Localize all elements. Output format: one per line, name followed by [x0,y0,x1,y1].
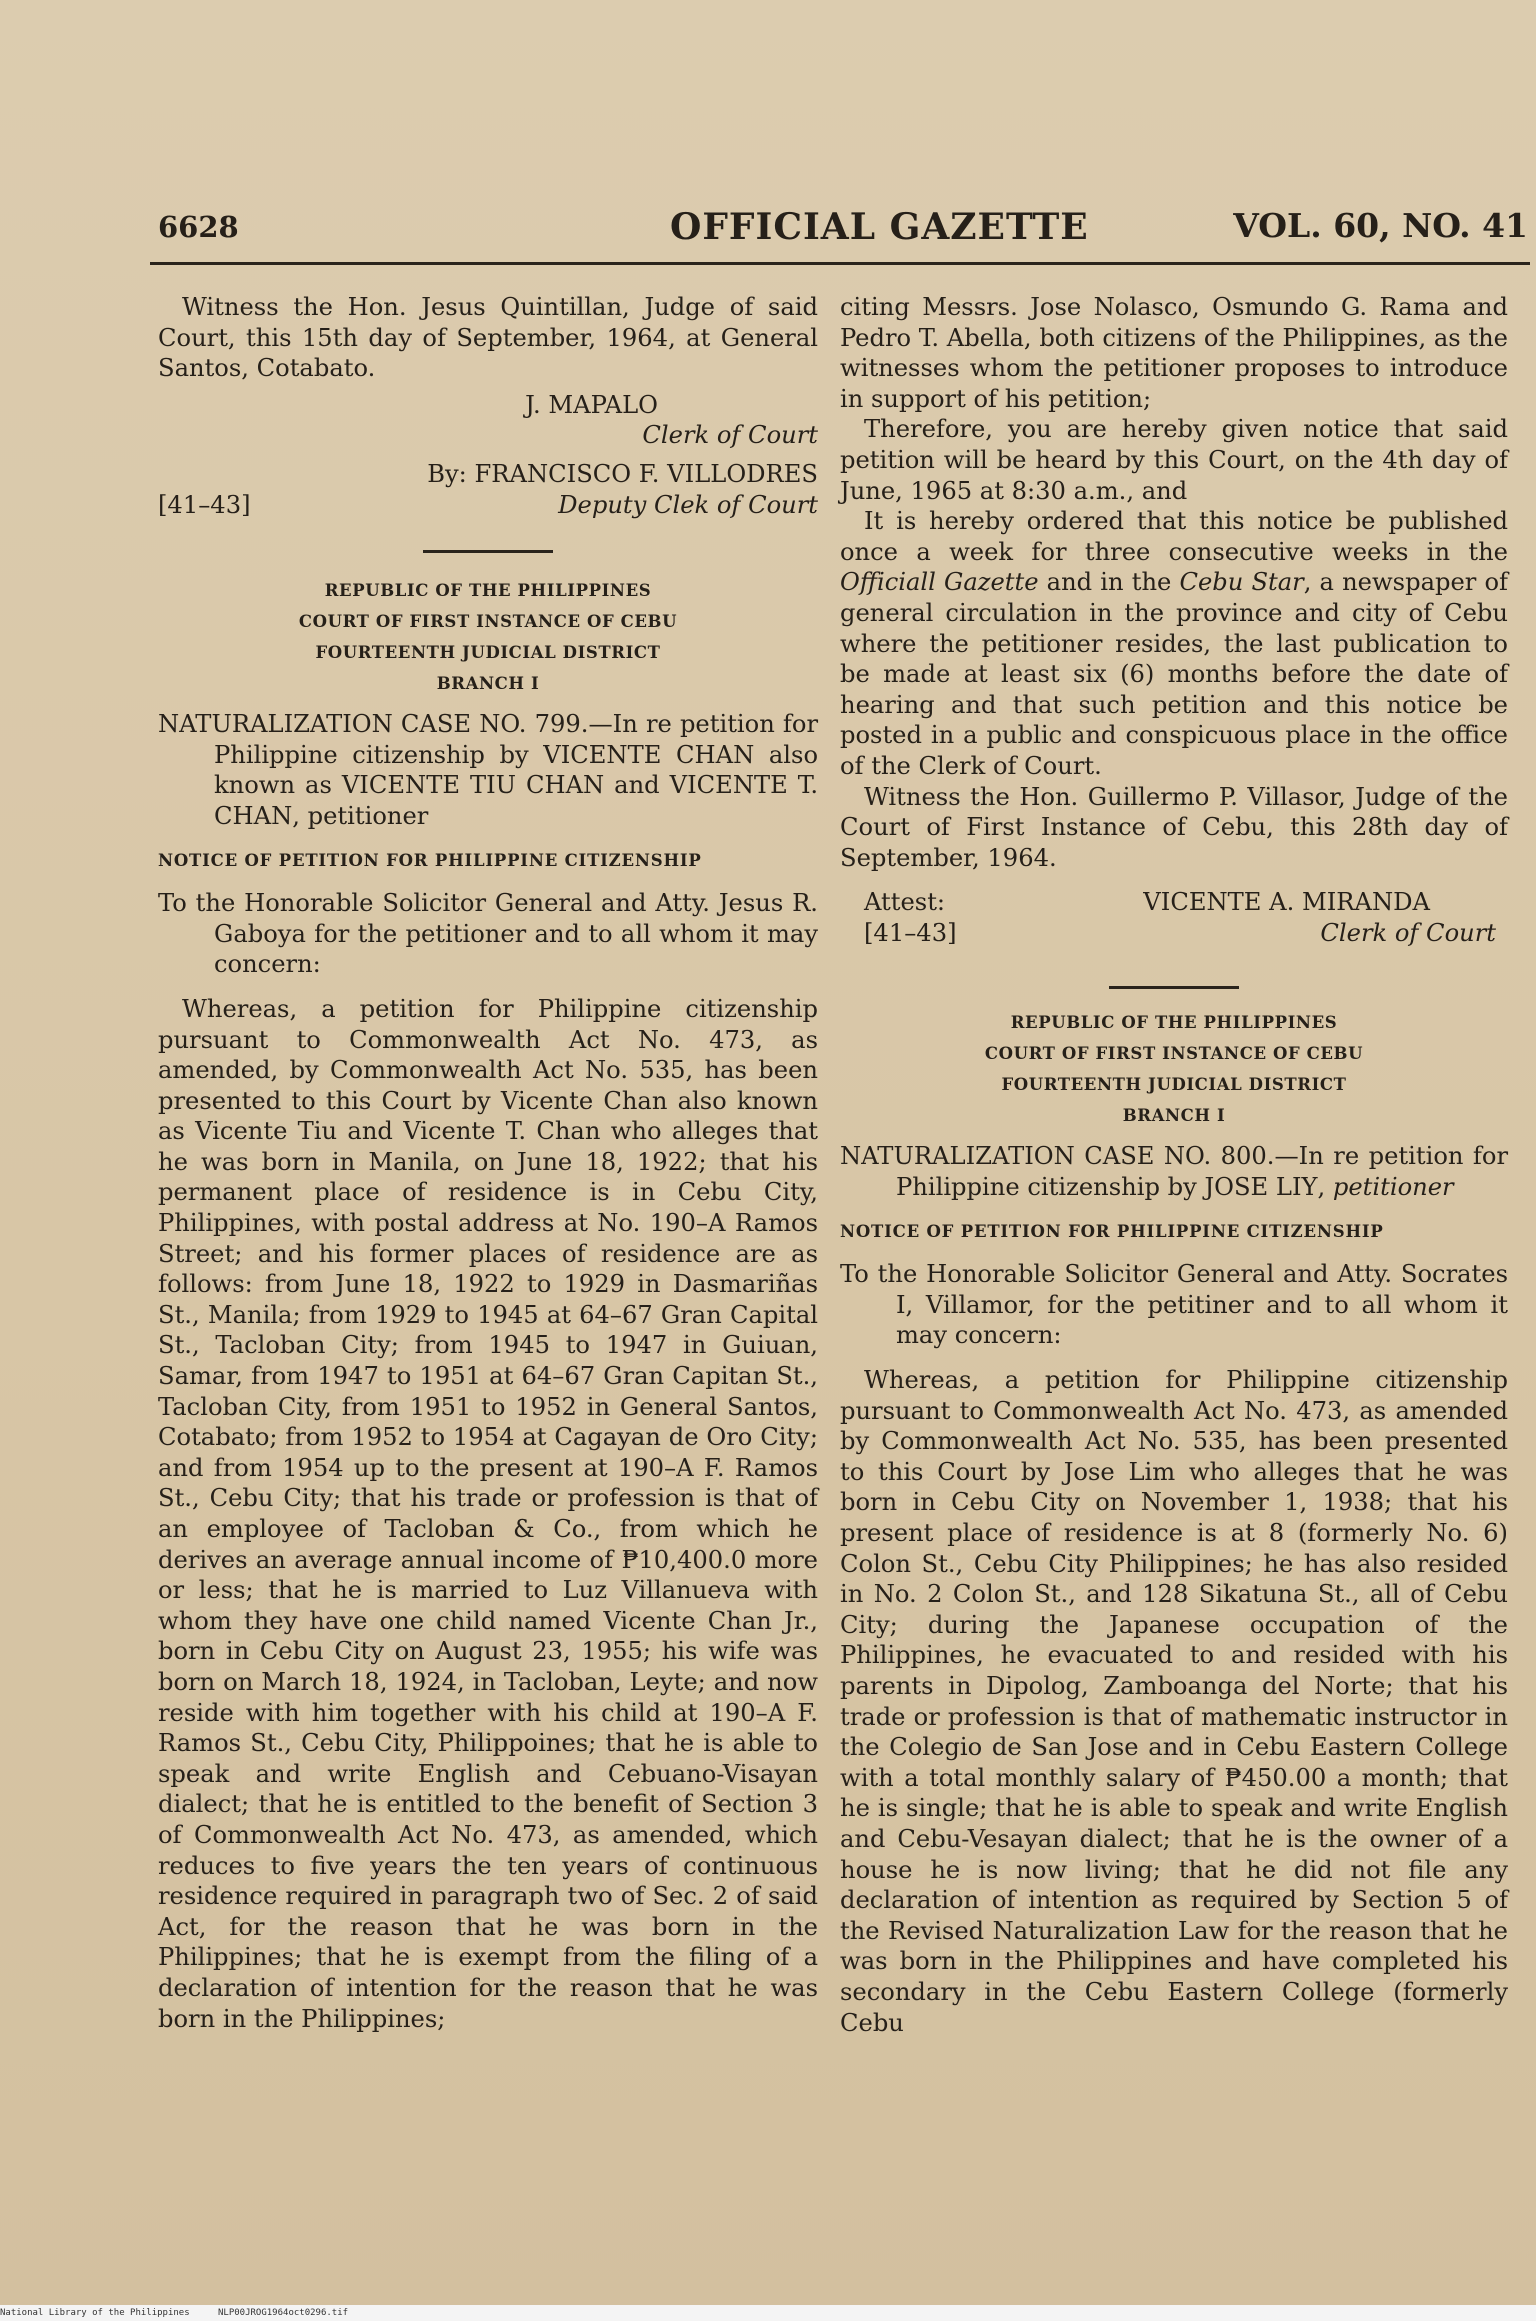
section-divider [423,550,553,553]
heading-line: REPUBLIC OF THE PHILIPPINES [1010,1013,1338,1033]
reference-number: [41–43] [158,490,251,519]
heading-line: FOURTEENTH JUDICIAL DISTRICT [315,643,661,663]
petitioner-alias: VICENTE TIU CHAN [341,771,605,800]
page-header [158,206,1528,256]
heading-line: BRANCH I [436,674,540,694]
witness-paragraph: Witness the Hon. Guillermo P. Villasor, Judge of the Court of First Instance of Cebu, this 28th day of September, 1964. [840,782,1508,872]
heading-line: REPUBLIC OF THE PHILIPPINES [324,581,652,601]
clerk-signature [158,390,818,451]
left-column [158,292,818,2034]
deputy-row [158,490,818,521]
witness-paragraph: Witness the Hon. Jesus Quintillan, Judge of said Court, this 15th day of September, 1964, at General Santos, Cotabato. [158,293,818,383]
heading-line: FOURTEENTH JUDICIAL DISTRICT [1001,1075,1347,1095]
notice-title: NOTICE OF PETITION FOR PHILIPPINE CITIZENSHIP [158,850,702,870]
deputy-name: FRANCISCO F. VILLODRES [474,459,818,488]
attest-title: Clerk of Court [1320,918,1496,947]
library-credit: National Library of the Philippines [0,2308,190,2318]
publication-order: It is hereby ordered that this notice be published once a week for three consecutive weeks in the Officiall Gazette and in the Cebu Star, a newspaper of general circulation in the province and city of Cebu where the petitioner resides, the last publication to be made at least six (6) months before the date of hearing and that such petition and this notice be posted in a public and conspicuous place in the office of the Clerk of Court. [840,507,1508,780]
page-number: 6628 [158,210,239,244]
deputy-title: Deputy Clek of Court [558,490,818,519]
heading-line: COURT OF FIRST INSTANCE OF CEBU [298,612,678,632]
scan-footer [0,2305,1536,2321]
address-paragraph: To the Honorable Solicitor General and Atty. Jesus R. Gaboya for the petitioner and to all whom it may concern: [158,889,818,979]
heading-line: COURT OF FIRST INSTANCE OF CEBU [984,1044,1364,1064]
header-rule [150,262,1530,265]
body-paragraph: Whereas, a petition for Philippine citizenship pursuant to Commonwealth Act No. 473, as amended, by Commonwealth Act No. 535, has been presented to this Court by Vicente Chan also known as Vicente Tiu and Vicente T. Chan who alleges that he was born in Manila, on June 18, 1922; that his permanent place of residence is in Cebu City, Philippines, with postal address at No. 190–A Ramos Street; and his former places of residence are as follows: from June 18, 1922 to 1929 in Dasmariñas St., Manila; from 1929 to 1945 at 64–67 Gran Capital St., Tacloban City; from 1945 to 1947 in Guiuan, Samar, from 1947 to 1951 at 64–67 Gran Capitan St., Tacloban City, from 1951 to 1952 in General Santos, Cotabato; from 1952 to 1954 at Cagayan de Oro City; and from 1954 up to the present at 190–A F. Ramos St., Cebu City; that his trade or profession is that of an employee of Tacloban & Co., from which he derives an average annual income of ₱10,400.0 more or less; that he is married to Luz Villanueva with whom they have one child named Vicente Chan Jr., born in Cebu City on August 23, 1955; his wife was born on March 18, 1924, in Tacloban, Leyte; and now reside with him together with his child at 190–A F. Ramos St., Cebu City, Philippoines; that he is able to speak and write English and Cebuano-Visayan dialect; that he is entitled to the benefit of Section 3 of Commonwealth Act No. 473, as amended, which reduces to five years the ten years of continuous residence required in paragraph two of Sec. 2 of said Act, for the reason that he was born in the Philippines; that he is exempt from the filing of a declaration of intention for the reason that he was born in the Philippines; [158,994,818,2033]
court-heading [840,1007,1508,1131]
by-label: By: [427,459,467,488]
petitioner-name: VICENTE CHAN [543,740,755,769]
case-caption: NATURALIZATION CASE NO. 800.—In re petition for Philippine citizenship by JOSE LIY, petitioner [840,1142,1509,1202]
continued-paragraph: citing Messrs. Jose Nolasco, Osmundo G. Rama and Pedro T. Abella, both citizens of the Philippines, as the witnesses whom the petitioner proposes to introduce in support of his petition; [840,293,1508,413]
gazette-name: Officiall Gazette [840,568,1039,597]
file-name: NLP00JROG1964oct0296.tif [218,2308,349,2318]
publication-title: OFFICIAL GAZETTE [670,206,1089,248]
section-divider [1109,986,1239,989]
case-label: NATURALIZATION CASE NO. 799. [158,710,589,739]
case-label: NATURALIZATION CASE NO. 800. [840,1142,1275,1171]
deputy-signature [158,459,818,490]
notice-title: NOTICE OF PETITION FOR PHILIPPINE CITIZENSHIP [840,1221,1384,1241]
attest-block [840,887,1508,948]
petitioner-name: JOSE LIY [1204,1173,1318,1202]
address-paragraph: To the Honorable Solicitor General and Atty. Socrates I, Villamor, for the petitiner and to all whom it may concern: [840,1260,1508,1350]
reference-number: [41–43] [864,918,957,947]
clerk-name: J. MAPALO [525,390,658,419]
volume-number: VOL. 60, NO. 41 [1233,206,1528,245]
attest-name: VICENTE A. MIRANDA [1143,888,1430,917]
court-heading [158,575,818,699]
heading-line: BRANCH I [1122,1106,1226,1126]
notice-paragraph: Therefore, you are hereby given notice that said petition will be heard by this Court, on the 4th day of June, 1965 at 8:30 a.m., and [840,415,1508,505]
petitioner-alias: VICENTE T. CHAN [214,771,819,830]
newspaper-name: Cebu Star [1179,568,1304,597]
case-caption: NATURALIZATION CASE NO. 799.—In re petition for Philippine citizenship by VICENTE CHAN also known as VICENTE TIU CHAN and VICENTE T. CHAN, petitioner [158,710,819,830]
clerk-title: Clerk of Court [642,421,818,450]
attest-label: Attest: [864,888,946,917]
right-column [840,292,1508,2038]
body-paragraph: Whereas, a petition for Philippine citizenship pursuant to Commonwealth Act No. 473, as amended by Commonwealth Act No. 535, has been presented to this Court by Jose Lim who alleges that he was born in Cebu City on November 1, 1938; that his present place of residence is at 8 (formerly No. 6) Colon St., Cebu City Philippines; he has also resided in No. 2 Colon St., and 128 Sikatuna St., all of Cebu City; during the Japanese occupation of the Philippines, he evacuated to and resided with his parents in Dipolog, Zamboanga del Norte; that his trade or profession is that of mathematic instructor in the Colegio de San Jose and in Cebu Eastern College with a total monthly salary of ₱450.00 a month; that he is single; that he is able to speak and write English and Cebu-Vesayan dialect; that he is the owner of a house he is now living; that he did not file any declaration of intention as required by Section 5 of the Revised Naturalization Law for the reason that he was born in the Philippines and have completed his secondary in the Cebu Eastern College (formerly Cebu [840,1366,1508,2037]
